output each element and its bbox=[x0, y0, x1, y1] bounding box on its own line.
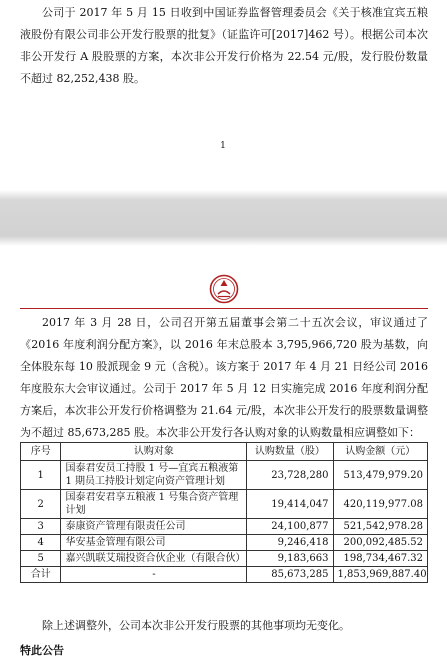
table-total-row bbox=[21, 567, 428, 583]
document-page-2 bbox=[0, 246, 447, 668]
table-row bbox=[21, 535, 428, 551]
column-header-amount: 认购金额（元） bbox=[333, 443, 428, 461]
company-seal-logo-icon bbox=[209, 274, 239, 304]
table-row bbox=[21, 461, 428, 490]
total-quantity: 85,673,285 bbox=[247, 567, 333, 583]
row-amount: 521,542,978.28 bbox=[333, 519, 428, 535]
row-subscriber: 泰康资产管理有限责任公司 bbox=[61, 519, 247, 535]
closing-paragraph: 除上述调整外，公司本次非公开发行股票的其他事项均无变化。 bbox=[42, 619, 350, 632]
row-quantity: 23,728,280 bbox=[247, 461, 333, 490]
column-header-no: 序号 bbox=[21, 443, 61, 461]
row-subscriber: 华安基金管理有限公司 bbox=[61, 535, 247, 551]
row-no: 2 bbox=[21, 490, 61, 519]
row-amount: 200,092,485.52 bbox=[333, 535, 428, 551]
subscription-table bbox=[20, 442, 428, 583]
announcement-footer: 特此公告 bbox=[20, 644, 64, 657]
row-no: 4 bbox=[21, 535, 61, 551]
column-header-quantity: 认购数量（股） bbox=[247, 443, 333, 461]
row-quantity: 19,414,047 bbox=[247, 490, 333, 519]
table-row bbox=[21, 551, 428, 567]
row-amount: 198,734,467.32 bbox=[333, 551, 428, 567]
row-subscriber: 嘉兴凯联艾瑞投资合伙企业（有限合伙） bbox=[61, 551, 247, 567]
header-rule bbox=[20, 308, 428, 309]
page-gap bbox=[0, 190, 447, 246]
table-row bbox=[21, 519, 428, 535]
row-no: 3 bbox=[21, 519, 61, 535]
page-number: 1 bbox=[220, 141, 226, 151]
document-page-1 bbox=[0, 0, 447, 190]
row-amount: 513,479,979.20 bbox=[333, 461, 428, 490]
total-subscriber: - bbox=[61, 567, 247, 583]
table-row bbox=[21, 490, 428, 519]
row-no: 5 bbox=[21, 551, 61, 567]
dividend-adjustment-paragraph: 2017 年 3 月 28 日，公司召开第五届董事会第二十五次会议，审议通过了《2016 年度利润分配方案》，以 2016 年末总股本 3,795,966,720 股为基数，向全体股东每 10 股派现金 9 元（含税）。该方案于 2017 年 4 月 21 日经公司 2016 年度股东大会审议通过。公司于 2017 年 5 月 12 日实施完成 2016 年度利润分配方案后，本次非公开发行价格调整为 21.64 元/股，本次非公开发行的股票数量调整为不超过 85,673,285 股。本次非公开发行各认购对象的认购数量相应调整如下： bbox=[20, 316, 428, 439]
row-subscriber: 国泰君安君享五粮液 1 号集合资产管理计划 bbox=[61, 490, 247, 519]
row-subscriber: 国泰君安员工持股 1 号—宜宾五粮液第 1 期员工持股计划定向资产管理计划 bbox=[61, 461, 247, 490]
column-header-subscriber: 认购对象 bbox=[61, 443, 247, 461]
approval-paragraph: 公司于 2017 年 5 月 15 日收到中国证券监督管理委员会《关于核准宜宾五粮液股份有限公司非公开发行股票的批复》（证监许可[2017]462 号）。根据公司本次非公开发行 A 股股票的方案，本次非公开发行价格为 22.54 元/股，发行股份数量不超过 82,252,438 股。 bbox=[20, 6, 428, 85]
row-quantity: 24,100,877 bbox=[247, 519, 333, 535]
row-no: 1 bbox=[21, 461, 61, 490]
total-amount: 1,853,969,887.40 bbox=[333, 567, 428, 583]
row-quantity: 9,183,663 bbox=[247, 551, 333, 567]
table-header-row bbox=[21, 443, 428, 461]
row-quantity: 9,246,418 bbox=[247, 535, 333, 551]
total-label: 合计 bbox=[21, 567, 61, 583]
row-amount: 420,119,977.08 bbox=[333, 490, 428, 519]
